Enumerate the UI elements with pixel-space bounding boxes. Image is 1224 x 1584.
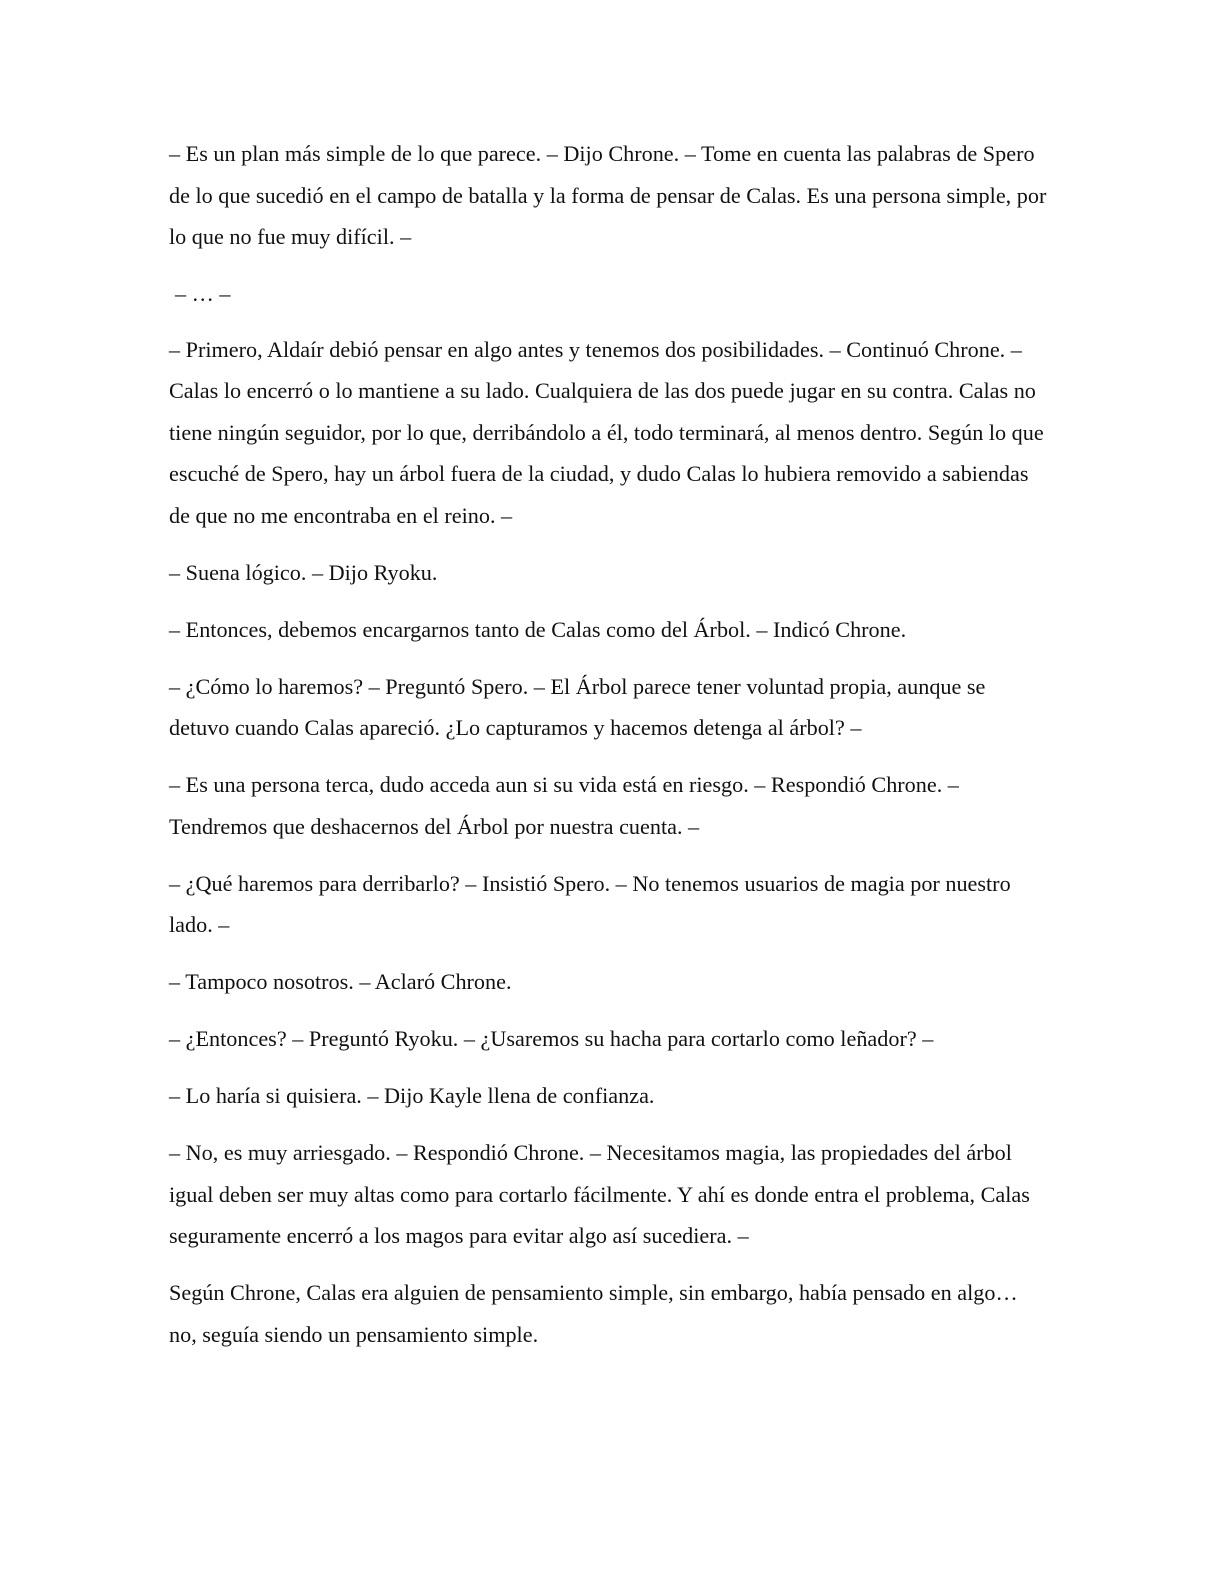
paragraph: – Primero, Aldaír debió pensar en algo antes y tenemos dos posibilidades. – Continuó Chrone. – Calas lo encerró o lo mantiene a su lado. Cualquiera de las dos puede jugar en su contra. Calas no tiene ningún seguidor, por lo que, derribándolo a él, todo terminará, al menos dentro. Según lo que escuché de Spero, hay un árbol fuera de la ciudad, y dudo Calas lo hubiera removido a sabiendas de que no me encontraba en el reino. – (169, 336, 1044, 528)
paragraph: Según Chrone, Calas era alguien de pensamiento simple, sin embargo, había pensado en algo… no, seguía siendo un pensamiento simple. (169, 1280, 1018, 1347)
paragraph: – Es un plan más simple de lo que parece. – Dijo Chrone. – Tome en cuenta las palabras de Spero de lo que sucedió en el campo de batalla y la forma de pensar de Calas. Es una persona simple, por lo que no fue muy difícil. – (169, 141, 1047, 249)
paragraph: – ¿Cómo lo haremos? – Preguntó Spero. – El Árbol parece tener voluntad propia, aunque se detuvo cuando Calas apareció. ¿Lo capturamos y hacemos detenga al árbol? – (169, 673, 986, 740)
document-body (169, 133, 1049, 1371)
paragraph: – Es una persona terca, dudo acceda aun si su vida está en riesgo. – Respondió Chrone. – Tendremos que deshacernos del Árbol por nuestra cuenta. – (169, 772, 959, 839)
paragraph: – Suena lógico. – Dijo Ryoku. (169, 559, 438, 585)
paragraph: – ¿Qué haremos para derribarlo? – Insistió Spero. – No tenemos usuarios de magia por nuestro lado. – (169, 870, 1011, 937)
paragraph: – Entonces, debemos encargarnos tanto de Calas como del Árbol. – Indicó Chrone. (169, 616, 907, 642)
paragraph: – Lo haría si quisiera. – Dijo Kayle llena de confianza. (169, 1083, 655, 1108)
paragraph: – Tampoco nosotros. – Aclaró Chrone. (169, 969, 512, 994)
paragraph: – No, es muy arriesgado. – Respondió Chrone. – Necesitamos magia, las propiedades del árbol igual deben ser muy altas como para cortarlo fácilmente. Y ahí es donde entra el problema, Calas seguramente encerró a los magos para evitar algo así sucediera. – (169, 1140, 1030, 1248)
paragraph: – … – (175, 281, 231, 306)
paragraph: – ¿Entonces? – Preguntó Ryoku. – ¿Usaremos su hacha para cortarlo como leñador? – (169, 1026, 934, 1051)
